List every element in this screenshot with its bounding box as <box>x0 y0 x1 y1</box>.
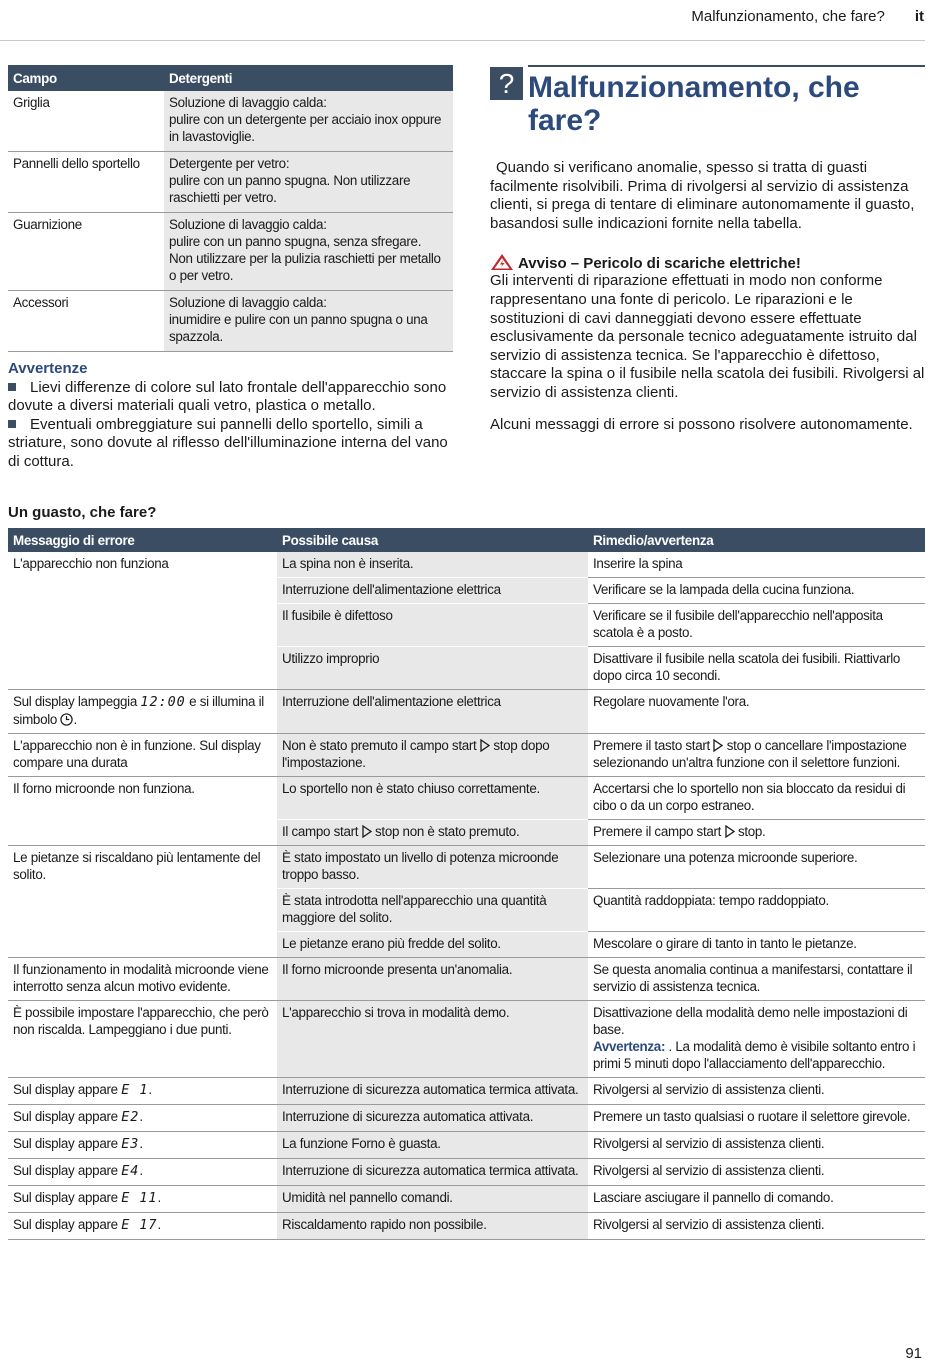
cell-text: Sul display appare <box>13 1190 118 1205</box>
table-row <box>8 552 925 578</box>
table-cell: È stata introdotta nell'apparecchio una quantità maggiore del solito. <box>277 889 588 932</box>
table-cell <box>277 734 588 777</box>
table-cell: È possibile impostare l'apparecchio, che però non riscalda. Lampeggiano i due punti. <box>8 1001 277 1078</box>
warning-triangle-icon <box>490 253 514 271</box>
cell-text: Premere il tasto start <box>593 738 710 753</box>
cell-text: Non è stato premuto il campo start <box>282 738 477 753</box>
column-header: Rimedio/avvertenza <box>588 528 925 552</box>
table-cell: Interruzione dell'alimentazione elettrica <box>277 578 588 604</box>
table-cell: Inserire la spina <box>588 552 925 578</box>
list-item <box>8 379 448 416</box>
table-cell: Il funzionamento in modalità microonde viene interrotto senza alcun motivo evidente. <box>8 958 277 1001</box>
table-row <box>8 734 925 777</box>
cell-text: Sul display appare <box>13 1082 118 1097</box>
table-cell: Le pietanze si riscaldano più lentamente del solito. <box>8 846 277 958</box>
cell-text: Sul display lampeggia <box>13 694 137 709</box>
table-cell: Umidità nel pannello comandi. <box>277 1186 588 1213</box>
fault-heading: Un guasto, che fare? <box>8 504 157 521</box>
table-cell: Verificare se il fusibile dell'apparecchio nell'apposita scatola è a posto. <box>588 604 925 647</box>
table-row <box>8 152 453 213</box>
table-cell: Riscaldamento rapido non possibile. <box>277 1213 588 1240</box>
table-row <box>8 1001 925 1078</box>
list-item <box>8 416 448 472</box>
play-icon <box>480 739 490 752</box>
cell-text: Disattivazione della modalità demo nelle impostazioni di base. <box>593 1005 908 1037</box>
play-icon <box>362 825 372 838</box>
table-cell: Rivolgersi al servizio di assistenza clienti. <box>588 1213 925 1240</box>
avvertenze-list <box>8 379 448 472</box>
intro-paragraph: Quando si verificano anomalie, spesso si tratta di guasti facilmente risolvibili. Prima di rivolgersi al servizio di assistenza clienti, si prega di tentare di eliminare autonomamente il guasto, basandosi sulle indicazioni fornite nella tabella. <box>490 159 915 232</box>
cell-text: e si illumina il simbolo <box>13 694 264 727</box>
cleaning-table <box>8 65 453 352</box>
header-title: Malfunzionamento, che fare? <box>691 8 885 25</box>
table-row <box>8 777 925 820</box>
table-cell: Guarnizione <box>8 213 164 291</box>
table-cell: Regolare nuovamente l'ora. <box>588 690 925 734</box>
bullet-icon <box>8 383 16 391</box>
table-cell: Mescolare o girare di tanto in tanto le pietanze. <box>588 932 925 958</box>
cell-text: stop o cancellare l'impostazione selezionando un'altra funzione con il selettore funzioni. <box>593 738 907 770</box>
column-header: Campo <box>8 65 164 91</box>
table-header-row <box>8 528 925 552</box>
table-row <box>8 1213 925 1240</box>
display-code: E3 <box>121 1137 140 1152</box>
table-cell: Sul display appare E4. <box>8 1159 277 1186</box>
table-row <box>8 1186 925 1213</box>
table-cell: L'apparecchio non funziona <box>8 552 277 690</box>
table-cell: Sul display appare E 11. <box>8 1186 277 1213</box>
fault-table <box>8 528 925 1240</box>
cell-text: stop. <box>737 824 766 839</box>
table-cell: Soluzione di lavaggio calda: pulire con un detergente per acciaio inox oppure in lavastoviglie. <box>164 91 453 152</box>
table-cell: Premere un tasto qualsiasi o ruotare il selettore girevole. <box>588 1105 925 1132</box>
table-header-row <box>8 65 453 91</box>
table-cell: Rivolgersi al servizio di assistenza clienti. <box>588 1132 925 1159</box>
section-title: Malfunzionamento, che fare? <box>528 71 860 137</box>
table-row <box>8 1105 925 1132</box>
table-cell: Detergente per vetro: pulire con un panno spugna. Non utilizzare raschietti per vetro. <box>164 152 453 213</box>
avvertenze-title: Avvertenze <box>8 360 88 377</box>
table-row <box>8 1159 925 1186</box>
table-row <box>8 291 453 352</box>
table-cell: Accessori <box>8 291 164 352</box>
table-cell <box>588 820 925 846</box>
clock-icon <box>60 713 73 726</box>
table-cell <box>588 734 925 777</box>
table-cell: Sul display appare E 17. <box>8 1213 277 1240</box>
page-number: 91 <box>905 1345 922 1362</box>
table-cell: Il forno microonde non funziona. <box>8 777 277 846</box>
table-cell: Il fusibile è difettoso <box>277 604 588 647</box>
table-cell: Sul display appare E2. <box>8 1105 277 1132</box>
column-header: Detergenti <box>164 65 453 91</box>
troubleshooting-section <box>490 65 925 434</box>
table-cell: Se questa anomalia continua a manifestarsi, contattare il servizio di assistenza tecnica. <box>588 958 925 1001</box>
table-row <box>8 1078 925 1105</box>
table-cell: Pannelli dello sportello <box>8 152 164 213</box>
page-header <box>691 8 924 25</box>
play-icon <box>725 825 735 838</box>
table-cell: È stato impostato un livello di potenza microonde troppo basso. <box>277 846 588 889</box>
language-code: it <box>914 8 924 25</box>
column-header: Possibile causa <box>277 528 588 552</box>
bullet-icon <box>8 420 16 428</box>
question-icon: ? <box>490 67 523 100</box>
table-cell: Rivolgersi al servizio di assistenza clienti. <box>588 1078 925 1105</box>
column-header: Messaggio di errore <box>8 528 277 552</box>
table-cell: L'apparecchio si trova in modalità demo. <box>277 1001 588 1078</box>
warning-title: Avviso – Pericolo di scariche elettriche! <box>518 255 801 273</box>
note-label: Avvertenza: <box>593 1039 666 1054</box>
table-cell: Quantità raddoppiata: tempo raddoppiato. <box>588 889 925 932</box>
display-code: E 11 <box>121 1191 158 1206</box>
display-code: E 1 <box>121 1083 149 1098</box>
table-cell: Disattivare il fusibile nella scatola dei fusibili. Riattivarlo dopo circa 10 secondi. <box>588 647 925 690</box>
table-row <box>8 846 925 889</box>
cell-text: Sul display appare <box>13 1136 118 1151</box>
table-cell: Soluzione di lavaggio calda: inumidire e pulire con un panno spugna o una spazzola. <box>164 291 453 352</box>
table-cell: La spina non è inserita. <box>277 552 588 578</box>
cell-text: . La modalità demo è visibile soltanto entro i primi 5 minuti dopo l'allacciamento dell'apparecchio. <box>593 1039 916 1071</box>
table-cell: Sul display appare E 1. <box>8 1078 277 1105</box>
table-cell: Interruzione di sicurezza automatica termica attivata. <box>277 1159 588 1186</box>
table-cell: Interruzione di sicurezza automatica attivata. <box>277 1105 588 1132</box>
section-rule <box>528 65 925 67</box>
table-row <box>8 690 925 734</box>
table-cell: Lasciare asciugare il pannello di comando. <box>588 1186 925 1213</box>
table-cell: Soluzione di lavaggio calda: pulire con un panno spugna, senza sfregare. Non utilizzare per la pulizia raschietti per metallo o per vetro. <box>164 213 453 291</box>
table-cell: Accertarsi che lo sportello non sia bloccato da residui di cibo o da un corpo estraneo. <box>588 777 925 820</box>
table-cell: L'apparecchio non è in funzione. Sul display compare una durata <box>8 734 277 777</box>
warning-text: Gli interventi di riparazione effettuati in modo non conforme rappresentano una fonte di pericolo. Le riparazioni e le sostituzioni di cavi danneggiati devono essere effettuate esclusivamente da personale tecnico adeguatamente istruito dal servizio di assistenza tecnica. Se l'apparecchio è difettoso, staccare la spina o il fusibile nella scatola dei fusibili. Rivolgersi al servizio di assistenza clienti. <box>490 272 925 401</box>
table-row <box>8 91 453 152</box>
outro-paragraph: Alcuni messaggi di errore si possono risolvere autonomamente. <box>490 415 913 433</box>
avvertenze-section <box>8 360 448 471</box>
play-icon <box>713 739 723 752</box>
list-item-text: Eventuali ombreggiature sui pannelli dello sportello, simili a striature, sono dovute al riflesso dell'illuminazione interna del vano di cottura. <box>8 415 448 470</box>
table-cell: Sul display lampeggia 12:00 e si illumina il simbolo . <box>8 690 277 734</box>
table-cell: Selezionare una potenza microonde superiore. <box>588 846 925 889</box>
display-code: 12:00 <box>140 695 186 710</box>
list-item-text: Lievi differenze di colore sul lato frontale dell'apparecchio sono dovute a diversi materiali quali vetro, plastica o metallo. <box>8 378 447 414</box>
cell-text: Il campo start <box>282 824 359 839</box>
cell-text: Sul display appare <box>13 1109 118 1124</box>
table-cell: Rivolgersi al servizio di assistenza clienti. <box>588 1159 925 1186</box>
table-cell: Interruzione di sicurezza automatica termica attivata. <box>277 1078 588 1105</box>
cell-text: Sul display appare <box>13 1163 118 1178</box>
table-cell: Verificare se la lampada della cucina funziona. <box>588 578 925 604</box>
cell-text: stop dopo l'impostazione. <box>282 738 550 770</box>
table-cell: Le pietanze erano più fredde del solito. <box>277 932 588 958</box>
table-cell <box>277 820 588 846</box>
table-cell: Il forno microonde presenta un'anomalia. <box>277 958 588 1001</box>
table-cell: Griglia <box>8 91 164 152</box>
warning-block <box>490 253 925 402</box>
table-row <box>8 958 925 1001</box>
cell-text: Premere il campo start <box>593 824 722 839</box>
display-code: E4 <box>121 1164 140 1179</box>
display-code: E 17 <box>121 1218 158 1233</box>
table-row <box>8 1132 925 1159</box>
cell-text: stop non è stato premuto. <box>375 824 520 839</box>
table-row <box>8 213 453 291</box>
table-cell <box>588 1001 925 1078</box>
table-cell: La funzione Forno è guasta. <box>277 1132 588 1159</box>
header-divider <box>0 40 925 41</box>
display-code: E2 <box>121 1110 140 1125</box>
table-cell: Utilizzo improprio <box>277 647 588 690</box>
cell-text: Sul display appare <box>13 1217 118 1232</box>
table-cell: Interruzione dell'alimentazione elettrica <box>277 690 588 734</box>
table-cell: Sul display appare E3. <box>8 1132 277 1159</box>
table-cell: Lo sportello non è stato chiuso correttamente. <box>277 777 588 820</box>
